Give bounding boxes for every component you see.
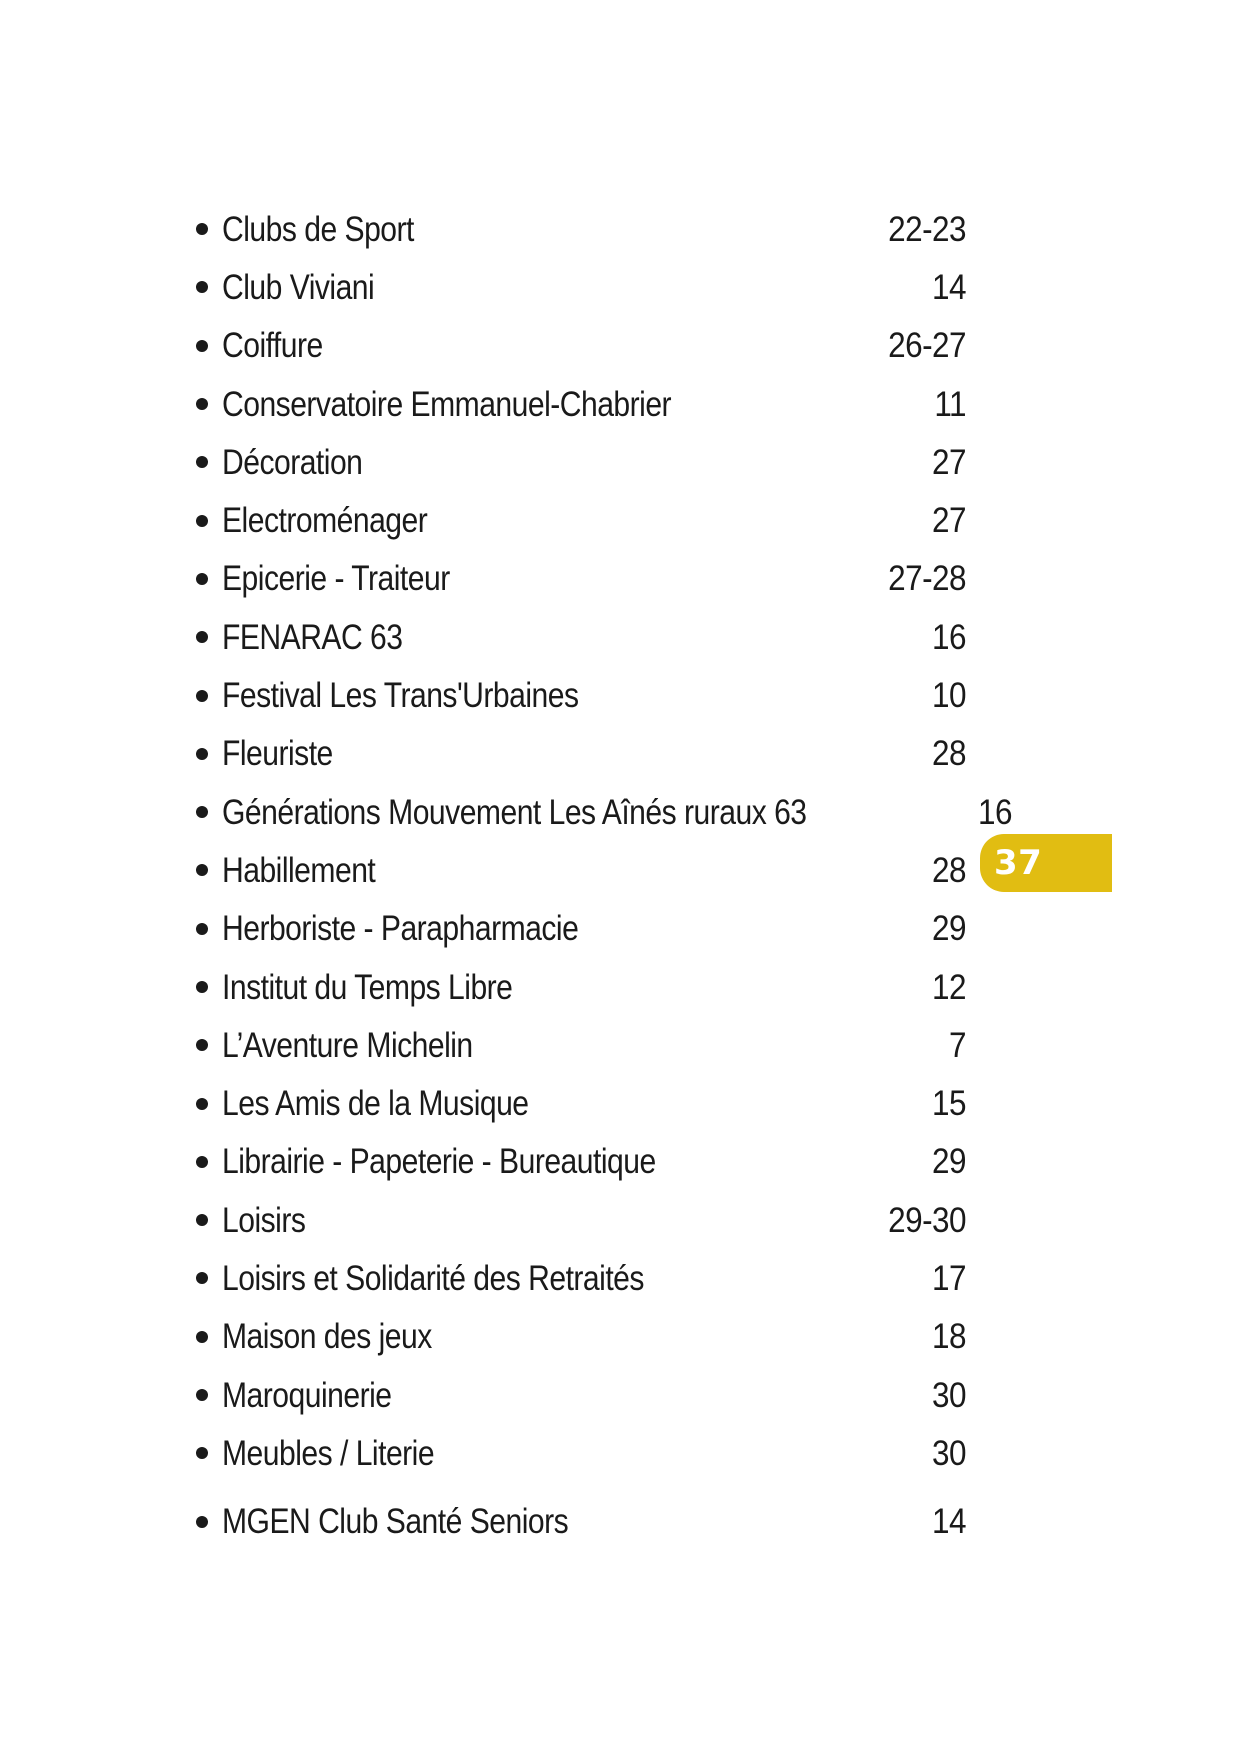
entry-label: Conservatoire Emmanuel-Chabrier <box>222 384 672 424</box>
bullet-icon <box>196 981 208 993</box>
bullet-icon <box>196 398 208 410</box>
bullet-icon <box>196 223 208 235</box>
entry-label: Festival Les Trans'Urbaines <box>222 676 579 716</box>
index-entry <box>196 491 966 549</box>
bullet-icon <box>196 1389 208 1401</box>
index-entry <box>196 958 966 1016</box>
bullet-icon <box>196 1214 208 1226</box>
index-entry <box>196 783 1012 841</box>
bullet-icon <box>196 573 208 585</box>
bullet-icon <box>196 1039 208 1051</box>
index-entry <box>196 900 966 958</box>
index-entry <box>196 433 966 491</box>
index-entry <box>196 317 966 375</box>
entry-label: Maison des jeux <box>222 1317 432 1357</box>
entry-pages: 18 <box>932 1317 966 1357</box>
entry-pages: 16 <box>977 792 1012 832</box>
entry-pages: 7 <box>949 1025 966 1065</box>
entry-label: Institut du Temps Libre <box>222 967 513 1007</box>
index-entry <box>196 1074 966 1132</box>
bullet-icon <box>196 281 208 293</box>
bullet-icon <box>196 631 208 643</box>
entry-label: Epicerie - Traiteur <box>222 559 450 599</box>
entry-label: Electroménager <box>222 501 428 541</box>
index-entry <box>196 1191 966 1249</box>
entry-pages: 27-28 <box>888 559 966 599</box>
entry-label: Décoration <box>222 442 363 482</box>
entry-pages: 17 <box>932 1258 966 1298</box>
bullet-icon <box>196 1156 208 1168</box>
index-entry <box>196 608 966 666</box>
bullet-icon <box>196 1516 208 1528</box>
entry-pages: 29-30 <box>888 1200 966 1240</box>
index-entry <box>196 1308 966 1366</box>
entry-pages: 26-27 <box>888 326 966 366</box>
bullet-icon <box>196 864 208 876</box>
entry-pages: 29 <box>932 1142 966 1182</box>
bullet-icon <box>196 340 208 352</box>
entry-pages: 15 <box>932 1084 966 1124</box>
entry-pages: 22-23 <box>888 209 966 249</box>
entry-label: Fleuriste <box>222 734 333 774</box>
bullet-icon <box>196 1272 208 1284</box>
bullet-icon <box>196 1331 208 1343</box>
bullet-icon <box>196 690 208 702</box>
entry-pages: 14 <box>932 267 966 307</box>
page-number: 37 <box>994 843 1043 883</box>
index-entry <box>196 200 966 258</box>
index-entry <box>196 725 966 783</box>
entry-label: Herboriste - Parapharmacie <box>222 909 579 949</box>
entry-label: Club Viviani <box>222 267 375 307</box>
entry-pages: 28 <box>932 734 966 774</box>
index-entry <box>196 666 966 724</box>
entry-label: Les Amis de la Musique <box>222 1084 529 1124</box>
entry-label: FENARAC 63 <box>222 617 403 657</box>
index-entry <box>196 550 966 608</box>
entry-pages: 27 <box>932 501 966 541</box>
entry-pages: 30 <box>932 1433 966 1473</box>
index-entry <box>196 1016 966 1074</box>
index-entry <box>196 1493 966 1551</box>
entry-label: MGEN Club Santé Seniors <box>222 1502 569 1542</box>
bullet-icon <box>196 1447 208 1459</box>
entry-pages: 28 <box>932 850 966 890</box>
index-entry <box>196 1366 966 1424</box>
entry-pages: 14 <box>932 1502 966 1542</box>
entry-label: Coiffure <box>222 326 323 366</box>
index-entry <box>196 375 966 433</box>
entry-pages: 10 <box>932 676 966 716</box>
bullet-icon <box>196 1098 208 1110</box>
entry-label: Générations Mouvement Les Aînés ruraux 63 <box>222 792 807 832</box>
entry-pages: 11 <box>934 384 966 424</box>
entry-label: Maroquinerie <box>222 1375 392 1415</box>
index-entry <box>196 258 966 316</box>
index-list <box>196 200 1012 1551</box>
entry-pages: 29 <box>932 909 966 949</box>
entry-label: Clubs de Sport <box>222 209 414 249</box>
entry-pages: 30 <box>932 1375 966 1415</box>
entry-pages: 12 <box>932 967 966 1007</box>
index-entry <box>196 1133 966 1191</box>
index-entry <box>196 841 966 899</box>
entry-pages: 27 <box>932 442 966 482</box>
entry-label: Loisirs <box>222 1200 306 1240</box>
page-number-tab <box>980 834 1112 892</box>
entry-label: L’Aventure Michelin <box>222 1025 473 1065</box>
bullet-icon <box>196 456 208 468</box>
index-entry <box>196 1424 966 1482</box>
bullet-icon <box>196 515 208 527</box>
bullet-icon <box>196 806 208 818</box>
entry-pages: 16 <box>932 617 966 657</box>
entry-label: Meubles / Literie <box>222 1433 435 1473</box>
bullet-icon <box>196 923 208 935</box>
entry-label: Habillement <box>222 850 376 890</box>
index-entry <box>196 1249 966 1307</box>
entry-label: Librairie - Papeterie - Bureautique <box>222 1142 656 1182</box>
bullet-icon <box>196 748 208 760</box>
entry-label: Loisirs et Solidarité des Retraités <box>222 1258 644 1298</box>
